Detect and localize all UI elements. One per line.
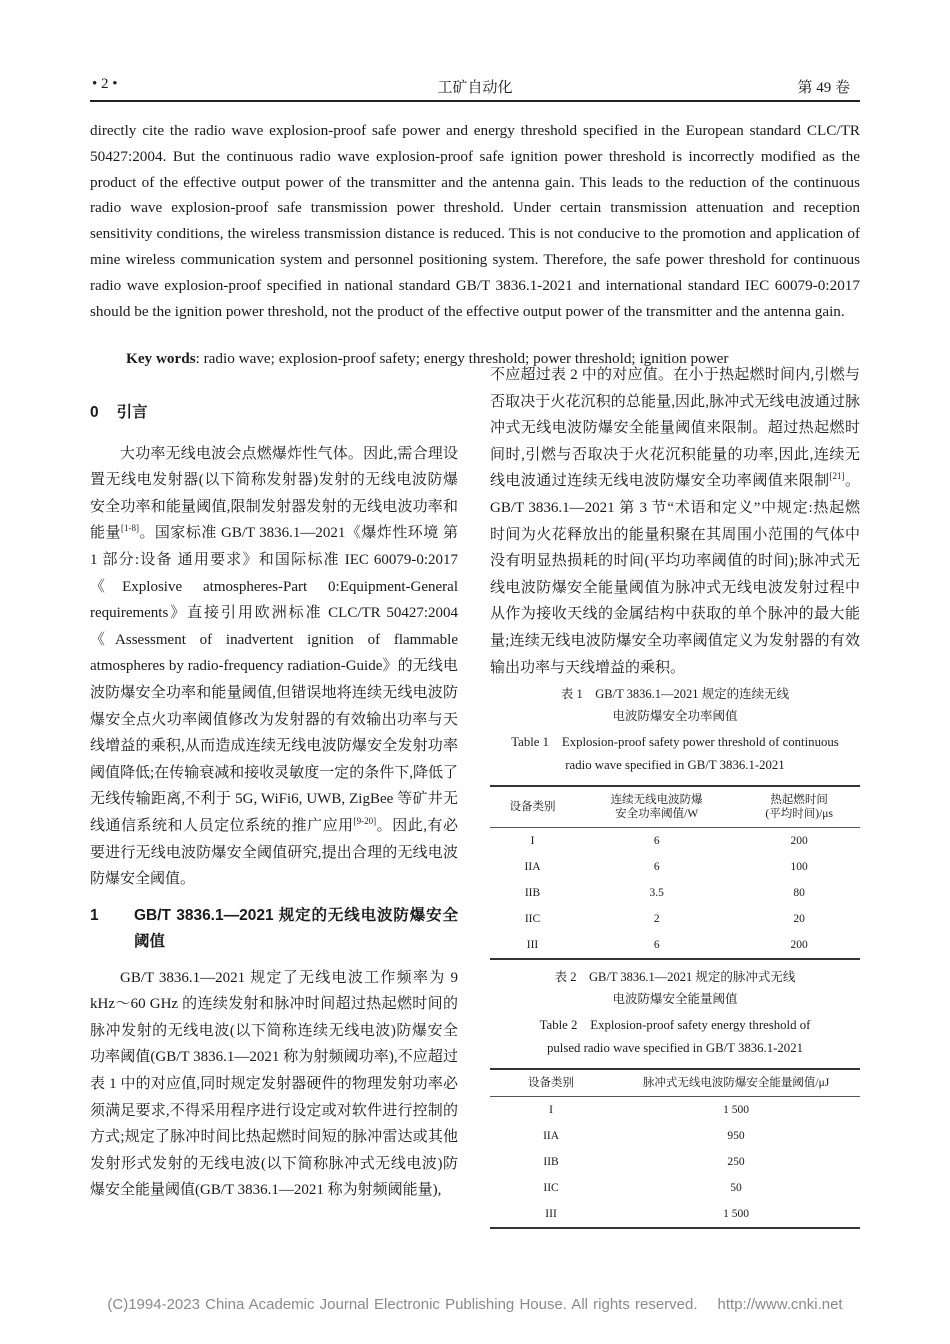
section1-paragraph: GB/T 3836.1—2021 规定了无线电波工作频率为 9 kHz～60 GHz 的连续发射和脉冲时间超过热起燃时间的脉冲发射的无线电波(以下简称连续无线电波)防爆安全功率阈值(GB/T 3836.1—2021 称为射频阈功率),不应超过表 1 中的对应值,同时规定发射器硬件的物理发射功率必须满足要求,不得采用程序进行设定或对软件进行控制的方式;规定了脉冲时间比热起燃时间短的脉冲雷达或其他发射形式发射的无线电波(以下简称脉冲式无线电波)防爆安全能量阈值(GB/T 3836.1—2021 称为射频阈能量), — [90, 969, 458, 1199]
text: 。国家标准 GB/T 3836.1—2021《爆炸性环境 第 1 部分:设备 通用要求》和国际标准 IEC 60079-0:2017《Explosive atmospheres-Part 0:Equipment-General requirements》直接引用欧洲标准 CLC/TR 50427:2004《Assessment of inadvertent ignition of flammable atmospheres by radio-frequency radiation-Guide》的无线电波防爆安全功率和能量阈值,但错误地将连续无线电波防爆安全点火功率阈值修改为发射器的有效输出功率与天线增益的乘积,从而造成连续无线电波防爆安全发射功率阈值降低;在传输衰减和接收灵敏度一定的条件下,降低了无线传输距离,不利于 5G, WiFi6, UWB, ZigBee 等矿井无线通信系统和人员定位系统的推广应用 — [90, 525, 458, 834]
table-caption-en — [490, 1014, 860, 1060]
caption-line: 电波防爆安全能量阈值 — [612, 992, 738, 1007]
journal-name: 工矿自动化 — [437, 80, 513, 96]
section-heading-intro — [90, 400, 458, 427]
column-header — [490, 786, 575, 828]
text: 。因此,有必要进行无线电波防爆安全阈值研究,提出合理的无线电波防爆安全阈值。 — [90, 817, 458, 888]
table-caption-en — [490, 731, 860, 777]
text: 大功率无线电波会点燃爆炸性气体。因此,需合理设置无线电发射器(以下简称发射器)发射的无线电波防爆安全功率和能量阈值,限制发射器发射的无线电波功率和能量 — [90, 445, 458, 542]
table-cell: III — [545, 1208, 557, 1221]
table-cell: IIC — [543, 1182, 559, 1195]
footer-url[interactable]: http://www.cnki.net — [717, 1296, 843, 1313]
caption-line: Table 1 Explosion-proof safety power threshold of continuous — [511, 735, 839, 750]
table-cell: 50 — [730, 1182, 742, 1195]
table-cell: 6 — [653, 939, 660, 952]
table-row — [490, 1149, 860, 1175]
column-header — [738, 786, 860, 828]
column-header — [575, 786, 738, 828]
table-row — [490, 1175, 860, 1201]
data-table — [490, 785, 860, 960]
table-2 — [490, 966, 860, 1229]
section-title: 引言 — [116, 404, 148, 421]
table-cell: I — [549, 1104, 553, 1117]
section1-paragraph-continued — [490, 362, 860, 681]
header-text: (平均时间)/μs — [765, 808, 833, 821]
column-header: 脉冲式无线电波防爆安全能量阈值/μJ — [642, 1077, 830, 1090]
text: 。GB/T 3836.1—2021 第 3 节“术语和定义”中规定:热起燃时间为火花释放出的能量积聚在其周围小范围的气体中没有明显热损耗的时间(平均功率阈值的时间);脉冲式无线电波防爆安全能量阈值为脉冲式无线电波发射过程中从作为接收天线的金属结构中获取的单个脉冲的最大能量;连续无线电波防爆安全功率阈值定义为发射器的有效输出功率与天线增益的乘积。 — [490, 473, 860, 676]
table-row — [490, 880, 860, 906]
intro-paragraph — [90, 441, 458, 893]
text: 不应超过表 2 中的对应值。在小于热起燃时间内,引燃与否取决于火花沉积的总能量,因此,脉冲式无线电波通过脉冲式无线电波防爆安全能量阈值来限制。超过热起燃时间时,引燃与否取决于火花沉积能量的功率,因此,连续无线电波通过连续无线电波防爆安全功率阈值来限制 — [490, 367, 860, 490]
keywords-label: Key words — [126, 350, 196, 367]
table-row — [490, 828, 860, 855]
header-text: 连续无线电波防爆 — [610, 794, 703, 807]
table-cell: IIB — [524, 887, 541, 900]
table-cell: 950 — [727, 1130, 745, 1143]
table-row — [490, 1097, 860, 1124]
table-cell: 1 500 — [723, 1104, 749, 1117]
table-cell: IIC — [524, 913, 541, 926]
table-cell: III — [526, 939, 539, 952]
table-cell: 100 — [790, 861, 808, 874]
table-cell: I — [530, 835, 535, 848]
table-cell: 250 — [727, 1156, 745, 1169]
caption-line: 电波防爆安全功率阈值 — [612, 709, 738, 724]
table-cell: 1 500 — [723, 1208, 749, 1221]
right-column — [490, 362, 860, 1229]
table-cell: 6 — [653, 861, 660, 874]
keywords-text: : radio wave; explosion-proof safety; energy threshold; power threshold; ignition power — [195, 350, 729, 367]
table-cell: 6 — [653, 835, 660, 848]
table-caption-cn — [490, 683, 860, 727]
table-row — [490, 932, 860, 959]
table-row — [490, 1123, 860, 1149]
column-header: 设备类别 — [528, 1077, 575, 1090]
section-heading-1 — [90, 903, 458, 955]
caption-line: 表 2 GB/T 3836.1—2021 规定的脉冲式无线 — [554, 970, 796, 985]
table-row — [490, 906, 860, 932]
section-number: 1 — [90, 906, 99, 924]
table-cell: 200 — [790, 835, 808, 848]
table-row — [490, 854, 860, 880]
table-1 — [490, 683, 860, 960]
section-title: GB/T 3836.1—2021 规定的无线电波防爆安全阈值 — [134, 906, 458, 950]
footer — [0, 1296, 950, 1313]
caption-line: pulsed radio wave specified in GB/T 3836.1-2021 — [546, 1041, 803, 1056]
copyright: (C)1994-2023 China Academic Journal Electronic Publishing House. All rights reserved. — [107, 1296, 698, 1313]
table-cell: 200 — [790, 939, 808, 952]
header-text: 安全功率阈值/W — [615, 808, 699, 821]
volume: 第 49 卷 — [797, 80, 850, 96]
table-cell: 2 — [653, 913, 660, 926]
table-caption-cn — [490, 966, 860, 1010]
table-cell: 20 — [793, 913, 805, 926]
citation[interactable]: [1-8] — [120, 523, 139, 534]
header-text: 热起燃时间 — [770, 794, 828, 807]
citation[interactable]: [9-20] — [353, 815, 377, 826]
table-cell: 3.5 — [649, 887, 664, 900]
table-row — [490, 1201, 860, 1228]
left-column — [90, 400, 458, 1204]
running-header — [90, 72, 860, 102]
caption-line: 表 1 GB/T 3836.1—2021 规定的连续无线 — [560, 687, 790, 702]
header-text: 设备类别 — [509, 801, 556, 814]
data-table — [490, 1068, 860, 1229]
table-cell: IIB — [543, 1156, 559, 1169]
caption-line: radio wave specified in GB/T 3836.1-2021 — [565, 758, 785, 773]
section-number: 0 — [90, 404, 99, 421]
caption-line: Table 2 Explosion-proof safety energy threshold of — [539, 1018, 811, 1033]
page-number: • 2 • — [92, 76, 118, 92]
table-cell: IIA — [543, 1130, 560, 1143]
table-cell: IIA — [524, 861, 541, 874]
abstract-continued: directly cite the radio wave explosion-proof safe power and energy threshold specified in the European standard CLC/TR 50427:2004. But the continuous radio wave explosion-proof safe ignition power threshold is incorrectly modified as the product of the effective output power of the transmitter and the antenna gain. This leads to the reduction of the continuous radio wave explosion-proof safe transmission power threshold. Under certain transmission attenuation and reception sensitivity conditions, the wireless transmission distance is reduced. This is not conducive to the promotion and application of mine wireless communication system and personnel positioning system. Therefore, the safe power threshold for continuous radio wave explosion-proof specified in national standard GB/T 3836.1-2021 and international standard IEC 60079-0:2017 should be the ignition power threshold, not the product of the effective output power of the transmitter and the antenna gain. — [90, 122, 860, 320]
table-cell: 80 — [793, 887, 805, 900]
citation[interactable]: [21] — [829, 471, 845, 482]
